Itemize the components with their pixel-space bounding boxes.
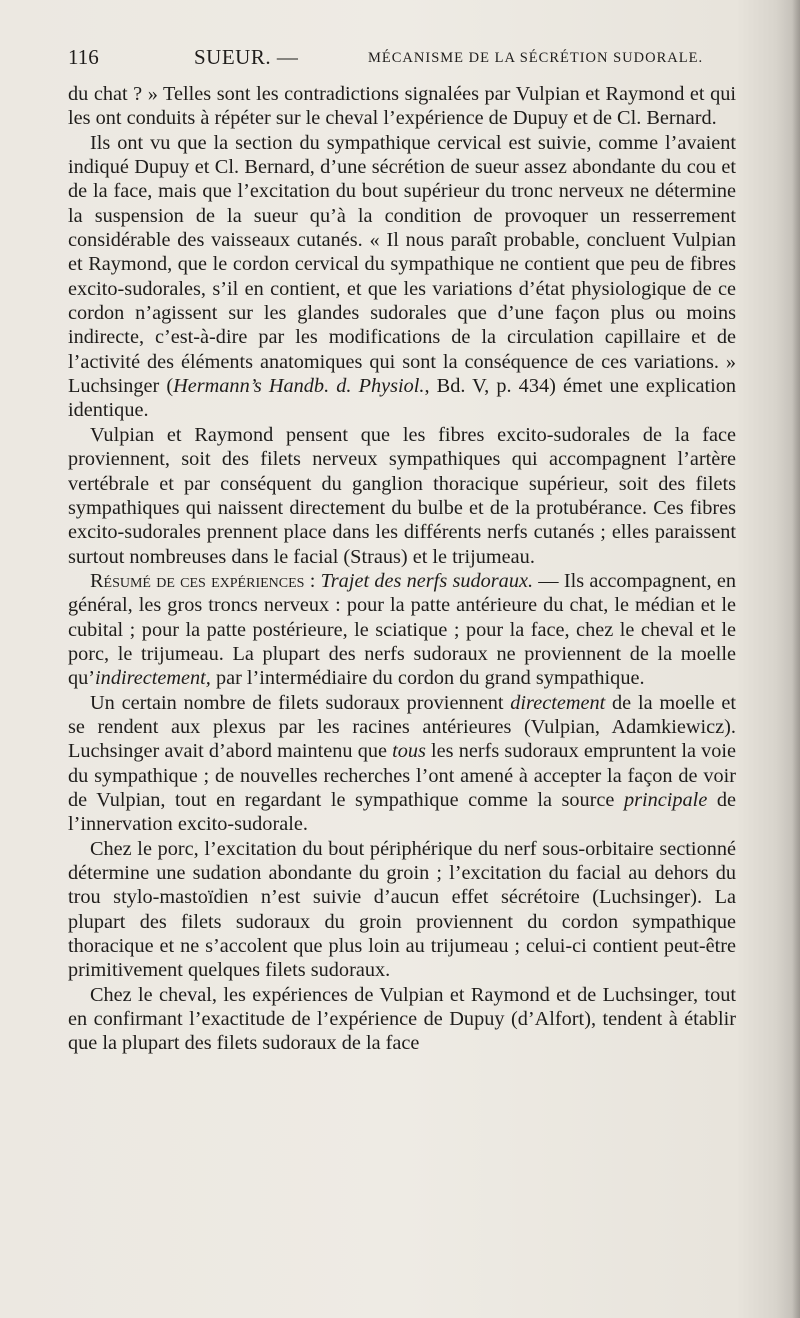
paragraph-3 <box>68 423 736 569</box>
text-run: , Bd. V, p. 434) émet une explication identique. <box>68 375 736 422</box>
running-author <box>194 42 298 72</box>
page-edge-shadow <box>792 0 800 1318</box>
italic-text: Hermann’s Handb. d. Physiol. <box>173 375 425 398</box>
header-dash: — <box>276 45 299 69</box>
paragraph-5 <box>68 691 736 837</box>
italic-text: principale <box>623 788 708 811</box>
text-run: Chez le porc, l’excitation du bout périphérique du nerf sous-orbitaire sectionné détermine une sudation abondante du groin ; l’excitation du facial au dehors du trou stylo-mastoïdien n’est suivie d’aucun effet sécrétoire (Luchsinger). La plupart des filets sudoraux du groin proviennent du cordon sympathique thoracique et ne s’accolent que plus loin au trijumeau ; celui-ci contient peut-être primitivement quelques filets sudoraux. <box>68 837 736 982</box>
text-run: de l’innervation excito-sudorale. <box>68 788 736 836</box>
text-run: Vulpian et Raymond pensent que les fibres excito-sudorales de la face proviennent, soit des filets nerveux sympathiques qui accompagnent l’artère vertébrale et par conséquent du ganglion thoracique supérieur, soit des filets sympathiques qui naissent directement du bulbe et de la protubérance. Ces fibres excito-sudorales prennent place dans les différents nerfs cutanés ; elles paraissent surtout nombreuses dans le facial (Straus) et le trijumeau. <box>68 423 736 568</box>
italic-text: directement <box>510 691 606 714</box>
text-run: — Ils accompagnent, en général, les gros troncs nerveux : pour la patte antérieure du chat, le médian et le cubital ; pour la patte postérieure, le sciatique ; pour la face, chez le cheval et le porc, le trijumeau. La plupart des nerfs sudoraux ne proviennent de la moelle qu’ <box>68 569 736 690</box>
text-run: Un certain nombre de filets sudoraux proviennent <box>90 691 511 714</box>
text-run: Chez le cheval, les expériences de Vulpian et Raymond et de Luchsinger, tout en confirmant l’exactitude de l’expérience de Dupuy (d’Alfort), tendent à établir que la plupart des filets sudoraux de la face <box>68 983 736 1055</box>
italic-text: Trajet des nerfs sudoraux. <box>320 569 534 592</box>
italic-text: tous <box>392 740 426 763</box>
text-run: Ils ont vu que la section du sympathique cervical est suivie, comme l’avaient indiqué Dupuy et Cl. Bernard, d’une sécrétion de sueur assez abondante du cou et de la face, mais que l’excitation du bout supérieur du tronc nerveux ne détermine la suspension de la sueur qu’à la condition de provoquer un resserrement considérable des vaisseaux cutanés. « Il nous paraît probable, concluent Vulpian et Raymond, que le cordon cervical du sympathique ne contient que peu de fibres excito-sudorales, s’il en contient, et que les variations d’état physiologique de ce cordon n’agissent sur les glandes sudorales que d’une façon plus ou moins indirecte, c’est-à-dire par les modifications de la circulation capillaire et de l’activité des éléments anatomiques qui sont la conséquence de ces variations. » Luchsinger ( <box>68 131 736 398</box>
text-run: les nerfs sudoraux empruntent la voie du sympathique ; de nouvelles recherches l’ont amené à accepter la façon de voir de Vulpian, tout en regardant le sympathique comme la source <box>68 740 737 811</box>
text-run: par l’intermédiaire du cordon du grand sympathique. <box>210 667 645 690</box>
text-run: du chat ? » Telles sont les contradictions signalées par Vulpian et Raymond et qui les ont conduits à répéter sur le cheval l’expérience de Dupuy et de Cl. Bernard. <box>68 83 736 130</box>
body-text <box>68 82 736 1056</box>
paragraph-6 <box>68 837 736 983</box>
paragraph-2 <box>68 131 736 423</box>
text-run: de la moelle et se rendent aux plexus par les racines antérieures (Vulpian, Adamkiewicz). Luchsinger avait d’abord maintenu que <box>68 691 736 763</box>
page-number: 116 <box>68 45 99 69</box>
paragraph-1 <box>68 82 736 131</box>
running-header <box>68 42 748 72</box>
text-run: : <box>304 569 321 592</box>
smallcaps-heading: Résumé de ces expériences <box>90 569 305 592</box>
paragraph-7 <box>68 983 736 1056</box>
author-name: SUEUR. <box>194 45 272 69</box>
running-title: MÉCANISME DE LA SÉCRÉTION SUDORALE. <box>368 50 704 66</box>
paragraph-4 <box>68 569 736 691</box>
italic-text: indirectement, <box>95 667 211 690</box>
